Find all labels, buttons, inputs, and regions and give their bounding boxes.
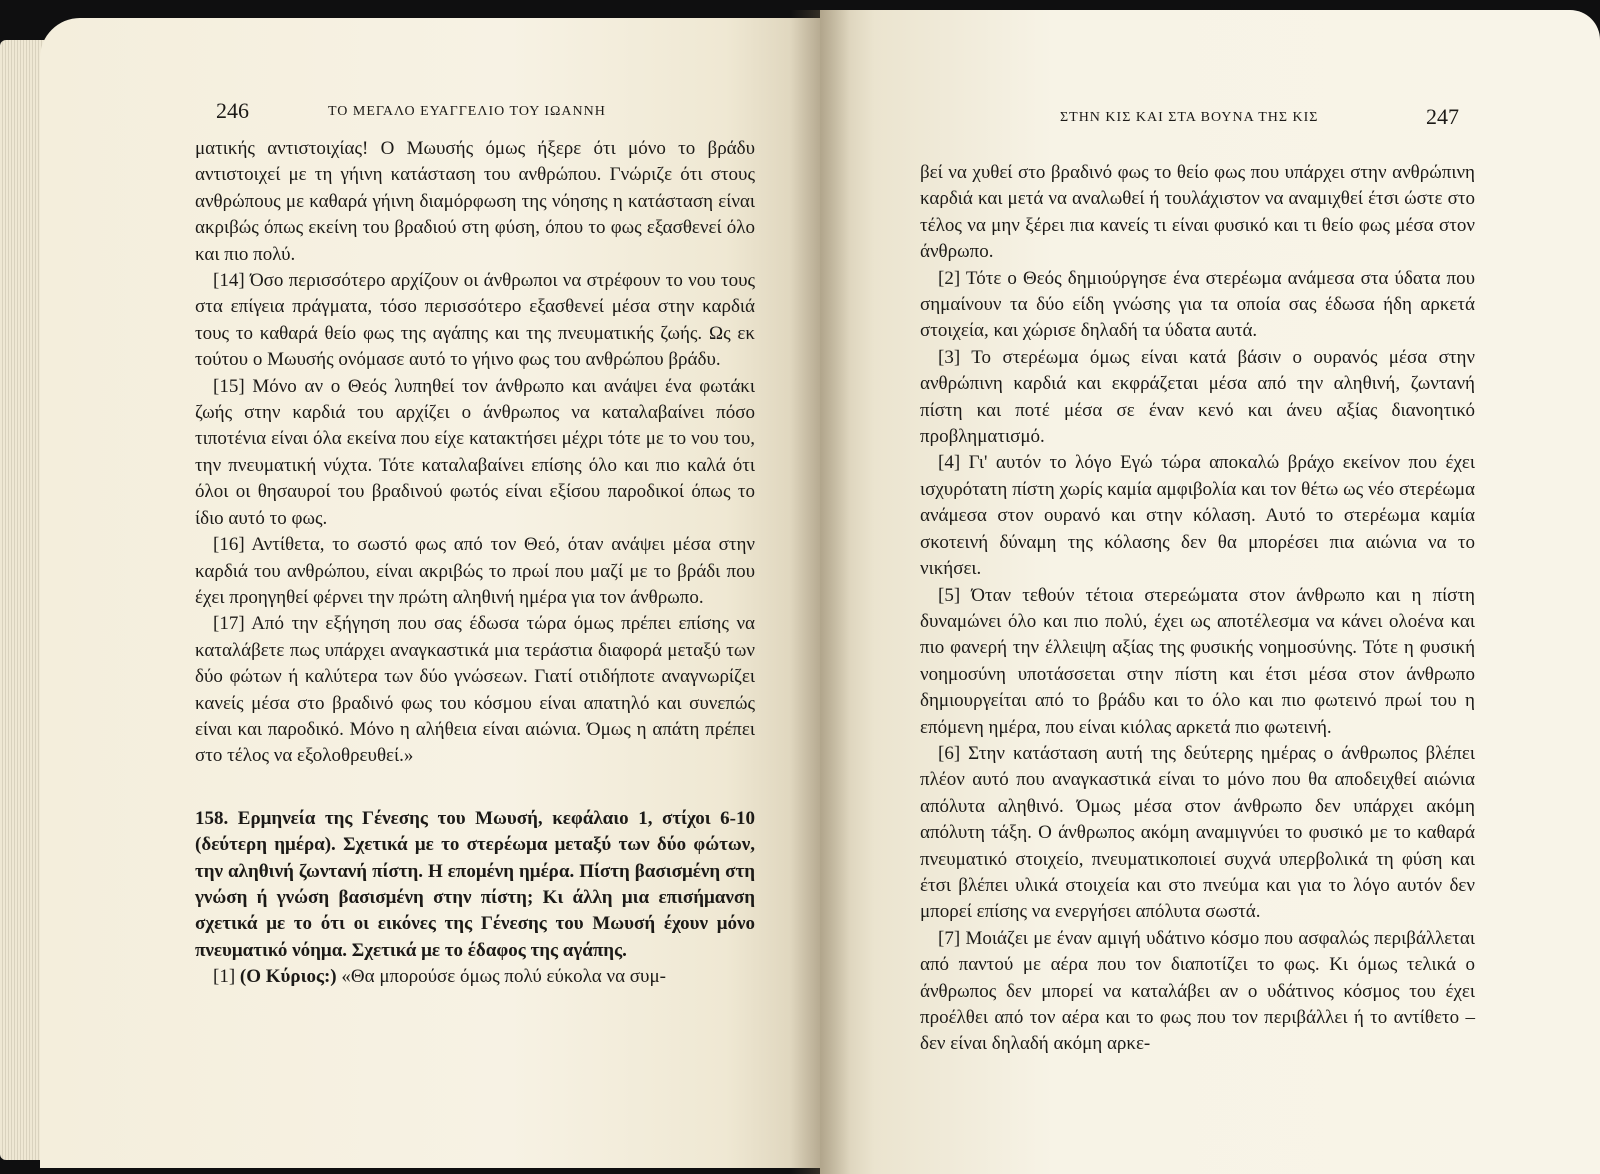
paragraph (195, 964, 755, 990)
paragraph: [6] Στην κατάσταση αυτή της δεύτερης ημέρας ο άνθρωπος βλέπει πλέον αυτό που αναγκαστικά είναι το μόνο που θα αποδειχθεί αιώνια απόλυτα αληθινό. Όμως μέσα στον άνθρωπο δεν υπάρχει ακόμη απόλυτη τάξη. Ο άνθρωπος ακόμη αναμιγνύει το φυσικό με το καθαρά πνευματικό στοιχείο, πνευματικοποιεί συχνά υπερβολικά τη φύση και έτσι βλέπει υλικά στοιχεία και στο πνεύμα και για το λόγο αυτόν δεν μπορεί επίσης να ενεργήσει απόλυτα σωστά. (920, 742, 1475, 923)
paragraph: [7] Μοιάζει με έναν αμιγή υδάτινο κόσμο που ασφαλώς περιβάλλεται από παντού με αέρα που τον διαποτίζει το φως. Κι όμως τελικά ο άνθρωπος δεν μπορεί να καταλάβει αν ο υδάτινος κόσμος του έχει προέλθει από τον αέρα και το φως που τον περιβάλλει ή το αντίθετο – δεν είναι δηλαδή ακόμη αρκε- (920, 927, 1475, 1055)
paragraph: [16] Αντίθετα, το σωστό φως από τον Θεό, όταν ανάψει μέσα στην καρδιά του ανθρώπου, είναι ακριβώς το πρωί που μαζί με το βράδι που έχει προηγηθεί φέρνει την πρώτη αληθινή ημέρα για τον άνθρωπο. (195, 534, 755, 608)
page-body (195, 136, 755, 991)
running-head: ΤΟ ΜΕΓΑΛΟ ΕΥΑΓΓΕΛΙΟ ΤΟΥ ΙΩΑΝΝΗ (328, 104, 606, 119)
paragraph: ματικής αντιστοιχίας! Ο Μωυσής όμως ήξερε ότι μόνο το βράδυ αντιστοιχεί με τη γήινη κατάσταση του ανθρώπου. Γνώριζε ότι στους ανθρώπους με καθαρά γήινη διαμόρφωση της νόησης η κατάσταση είναι ακριβώς όπως εκείνη του βραδιού στη φύση, όπου το φως εξασθενεί όλο και πιο πολύ. (195, 138, 755, 265)
running-head: ΣΤΗΝ ΚΙΣ ΚΑΙ ΣΤΑ ΒΟΥΝΑ ΤΗΣ ΚΙΣ (1060, 110, 1319, 125)
page-body (920, 160, 1475, 1058)
paragraph-text: «Θα μπορούσε όμως πολύ εύκολα να συμ- (341, 966, 666, 988)
paragraph: βεί να χυθεί στο βραδινό φως το θείο φως που υπάρχει στην ανθρώπινη καρδιά και μετά να αναλωθεί ή τουλάχιστον να αναμιχθεί έτσι ώστε στο τέλος να μην ξέρει πια κανείς τι είναι φυσικό και τι θείο φως μέσα στον άνθρωπο. (920, 162, 1475, 263)
page-number: 246 (216, 98, 249, 123)
section-heading: 158. Ερμηνεία της Γένεσης του Μωυσή, κεφάλαιο 1, στίχοι 6-10 (δεύτερη ημέρα). Σχετικά με το στερέωμα μεταξύ των δύο φώτων, την αληθινή ζωντανή πίστη. Η επομένη ημέρα. Πίστη βασισμένη στη γνώση ή γνώση βασισμένη στην πίστη; Κι άλλη μια επισήμανση σχετικά με το ότι οι εικόνες της Γένεσης του Μωυσή έχουν μόνο πνευματικό νόημα. Σχετικά με το έδαφος της αγάπης. (195, 807, 755, 961)
page-number: 247 (1426, 104, 1459, 129)
paragraph: [4] Γι' αυτόν το λόγο Εγώ τώρα αποκαλώ βράχο εκείνον που έχει ισχυρότατη πίστη χωρίς καμία αμφιβολία και τον θέτω ως νέο στερέωμα ανάμεσα στον ουρανό και στην κόλαση. Αυτό το στερέωμα καμία σκοτεινή δύναμη της κόλασης δεν θα μπορέσει πια αιώνια να το νικήσει. (920, 452, 1475, 580)
speaker-label: (Ο Κύριος:) (239, 966, 337, 988)
paragraph: [15] Μόνο αν ο Θεός λυπηθεί τον άνθρωπο και ανάψει ένα φωτάκι ζωής στην καρδιά του αρχίζει ο άνθρωπος να καταλαβαίνει πόσο τιποτένια είναι όλα εκείνα που είχε κατακτήσει μέχρι τότε με το νου του, την πνευματική νύχτα. Τότε καταλαβαίνει επίσης όλο και πιο καλά ότι όλοι οι θησαυροί του βραδινού φωτός είναι εξίσου παροδικοί όπως το ίδιο αυτό το φως. (195, 375, 755, 529)
paragraph: [3] Το στερέωμα όμως είναι κατά βάσιν ο ουρανός μέσα στην ανθρώπινη καρδιά και εκφράζεται μέσα από την αληθινή, ζωντανή πίστη και ποτέ μέσα σε έναν κενό και άνευ αξίας διανοητικό προβληματισμό. (920, 346, 1475, 448)
paragraph: [5] Όταν τεθούν τέτοια στερεώματα στον άνθρωπο και η πίστη δυναμώνει όλο και πιο πολύ, έχει ως αποτέλεσμα να κάνει ολοένα και πιο φανερή την έλλειψη αξίας της φυσικής νοημοσύνης. Τότε η φυσική νοημοσύνη υποτάσσεται στην πίστη και έτσι μέσα στον άνθρωπο δημιουργείται από το βράδυ και το όλο και πιο φωτεινό πρωί του η επόμενη ημέρα, που είναι κιόλας αρκετά πιο φωτεινή. (920, 584, 1475, 738)
paragraph-number: [1] (213, 966, 236, 988)
left-page (40, 18, 820, 1168)
paragraph: [2] Τότε ο Θεός δημιούργησε ένα στερέωμα ανάμεσα στα ύδατα που σημαίνουν τα δύο είδη γνώσης για τα οποία σας έδωσα ήδη αρκετά στοιχεία, και χώρισε δηλαδή τα ύδατα αυτά. (920, 267, 1475, 342)
right-page (820, 10, 1600, 1174)
paragraph: [14] Όσο περισσότερο αρχίζουν οι άνθρωποι να στρέφουν το νου τους στα επίγεια πράγματα, τόσο περισσότερο εξασθενεί μέσα στην καρδιά τους το καθαρά θείο φως της αγάπης και της πνευματικής ζωής. Ως εκ τούτου ο Μωυσής ονόμασε αυτό το γήινο φως του ανθρώπου βράδυ. (195, 270, 755, 371)
paragraph: [17] Από την εξήγηση που σας έδωσα τώρα όμως πρέπει επίσης να καταλάβετε πως υπάρχει αναγκαστικά μια τεράστια διαφορά μεταξύ των δύο φώτων ή καλύτερα των δύο γνώσεων. Γιατί οτιδήποτε αναγνωρίζει κανείς μέσα στο βραδινό φως του κόσμου είναι απατηλό και συνεπώς είναι και παροδικό. Μόνο η αλήθεια είναι αιώνια. Όμως η απάτη πρέπει στο τέλος να εξολοθρευθεί.» (195, 613, 755, 767)
